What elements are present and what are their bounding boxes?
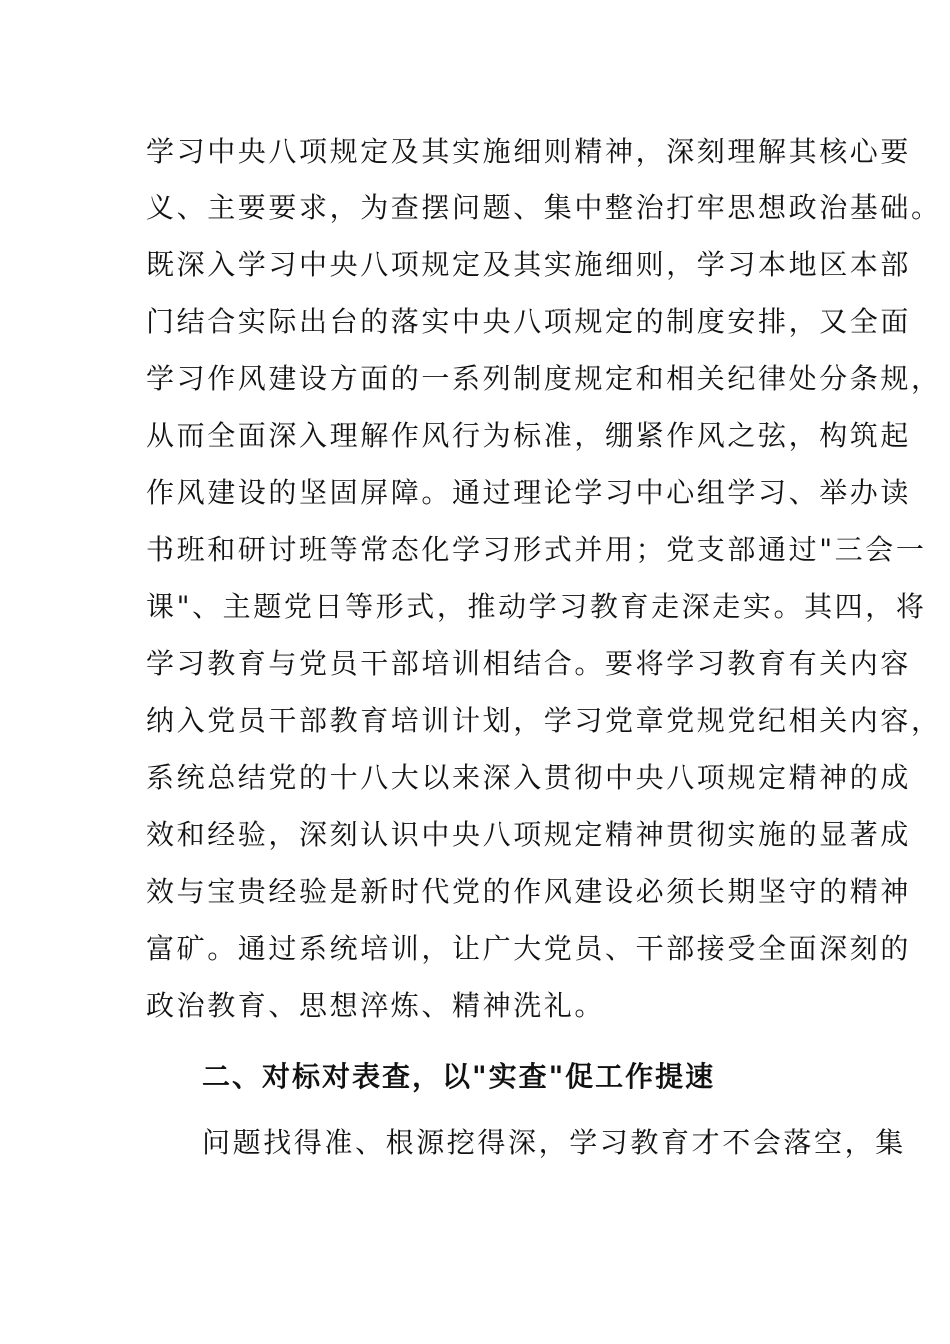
section-heading: 二、对标对表查，以"实查"促工作提速 [202, 1060, 716, 1093]
body-text-line: 学习教育与党员干部培训相结合。要将学习教育有关内容 [146, 647, 912, 680]
body-text-line: 富矿。通过系统培训，让广大党员、干部接受全面深刻的 [146, 932, 912, 965]
body-text-line: 学习作风建设方面的一系列制度规定和相关纪律处分条规， [146, 362, 942, 395]
body-text-line: 作风建设的坚固屏障。通过理论学习中心组学习、举办读 [146, 476, 912, 509]
body-text-line: 效和经验，深刻认识中央八项规定精神贯彻实施的显著成 [146, 818, 912, 851]
body-text-line: 系统总结党的十八大以来深入贯彻中央八项规定精神的成 [146, 761, 912, 794]
body-text-line: 义、主要要求，为查摆问题、集中整治打牢思想政治基础。 [146, 191, 942, 224]
body-text-line: 问题找得准、根源挖得深，学习教育才不会落空，集 [202, 1126, 906, 1159]
body-text-line: 书班和研讨班等常态化学习形式并用；党支部通过"三会一 [146, 533, 927, 566]
body-text-line: 门结合实际出台的落实中央八项规定的制度安排，又全面 [146, 305, 912, 338]
body-text-line: 学习中央八项规定及其实施细则精神，深刻理解其核心要 [146, 135, 912, 168]
body-text-line: 课"、主题党日等形式，推动学习教育走深走实。其四，将 [146, 590, 927, 623]
body-text-line: 政治教育、思想淬炼、精神洗礼。 [146, 989, 606, 1022]
body-text-line: 纳入党员干部教育培训计划，学习党章党规党纪相关内容， [146, 704, 942, 737]
body-text-line: 从而全面深入理解作风行为标准，绷紧作风之弦，构筑起 [146, 419, 912, 452]
body-text-line: 效与宝贵经验是新时代党的作风建设必须长期坚守的精神 [146, 875, 912, 908]
body-text-line: 既深入学习中央八项规定及其实施细则，学习本地区本部 [146, 248, 912, 281]
